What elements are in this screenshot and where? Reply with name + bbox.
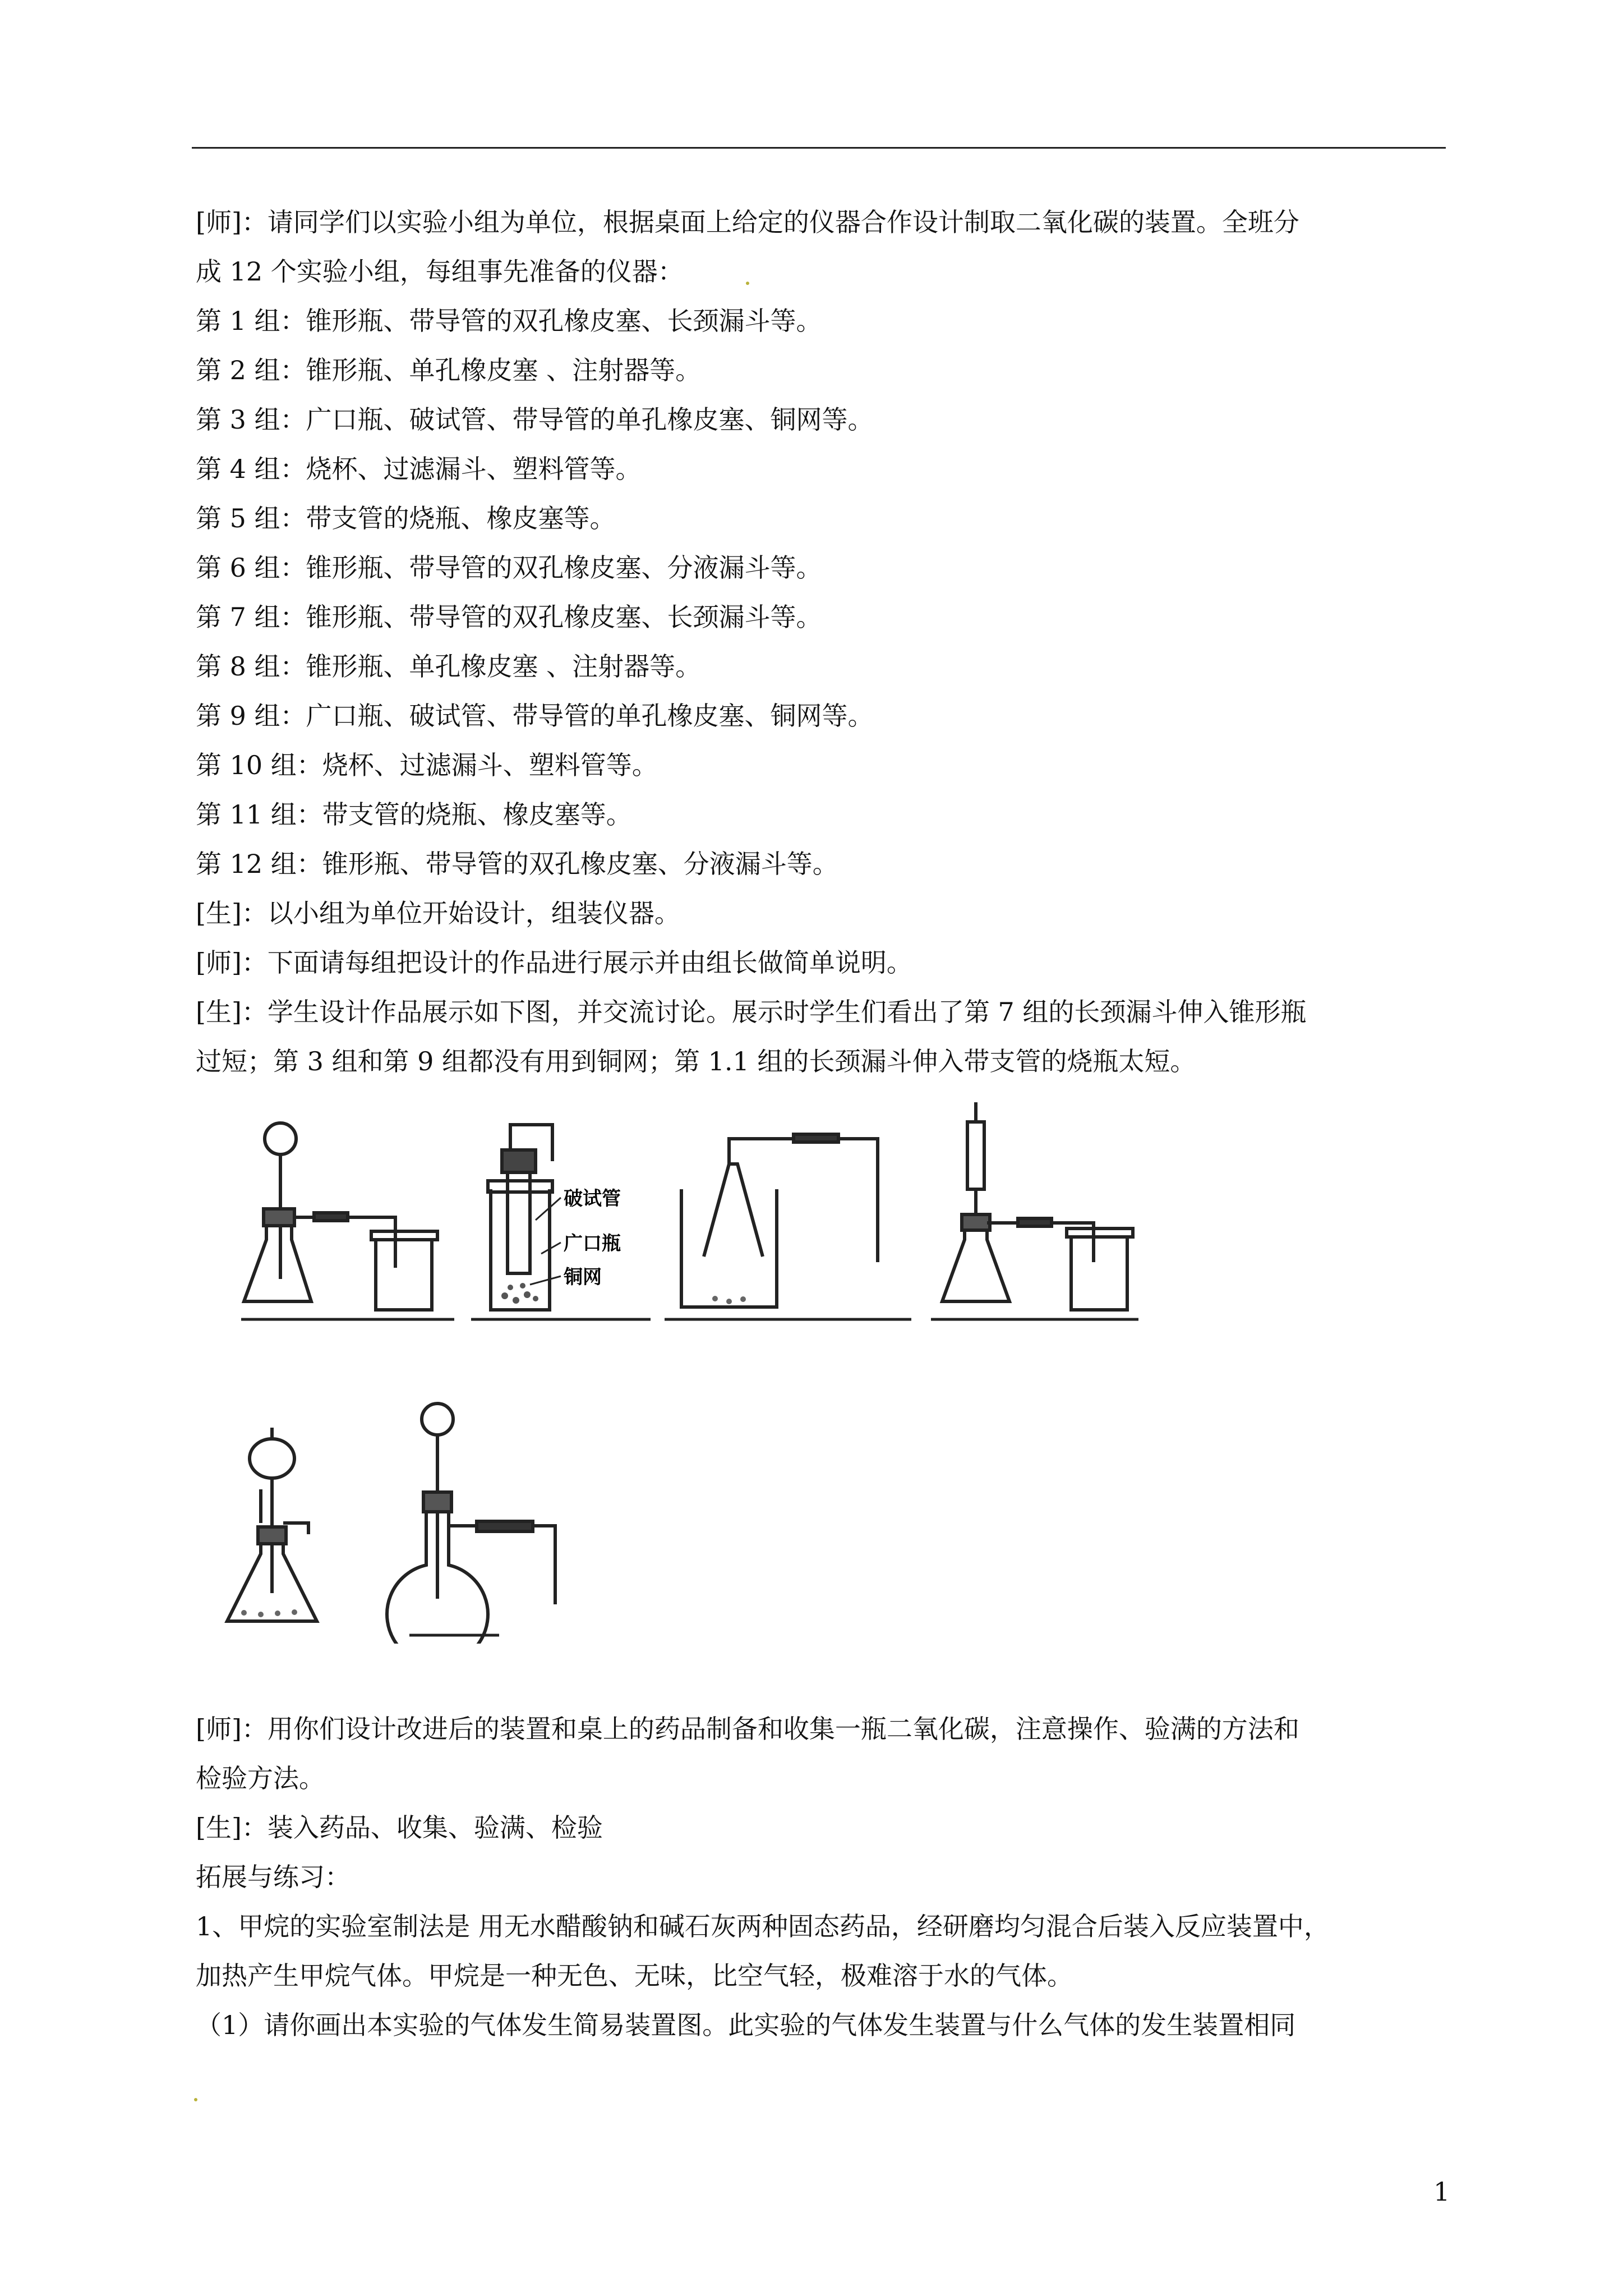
text-line: 拓展与练习： bbox=[196, 1862, 351, 1892]
text-line: 成 12 个实验小组，每组事先准备的仪器： bbox=[196, 256, 684, 287]
apparatus-figure-4 bbox=[665, 1116, 923, 1329]
stray-mark bbox=[746, 282, 749, 285]
apparatus-figure-5 bbox=[376, 1397, 589, 1644]
label-copper-mesh: 铜网 bbox=[564, 1266, 602, 1289]
apparatus-figure-6 bbox=[205, 1425, 373, 1638]
text-line: 1、甲烷的实验室制法是 用无水醋酸钠和碱石灰两种固态药品，经研磨均匀混合后装入反应装置中， bbox=[196, 1911, 1330, 1941]
text-line: 第 5 组：带支管的烧瓶、橡皮塞等。 bbox=[196, 503, 616, 533]
text-line: 第 12 组：锥形瓶、带导管的双孔橡皮塞、分液漏斗等。 bbox=[196, 849, 838, 879]
label-broken-tube: 破试管 bbox=[564, 1188, 621, 1210]
text-line: 过短；第 3 组和第 9 组都没有用到铜网；第 1.1 组的长颈漏斗伸入带支管的烧瓶太短。 bbox=[196, 1046, 1196, 1076]
text-line: 第 2 组：锥形瓶、单孔橡皮塞 、注射器等。 bbox=[196, 355, 702, 385]
text-line: [师]：用你们设计改进后的装置和桌上的药品制备和收集一瓶二氧化碳，注意操作、验满的方法和 bbox=[196, 1714, 1299, 1744]
text-line: 检验方法。 bbox=[196, 1763, 325, 1793]
text-line: 第 10 组：烧杯、过滤漏斗、塑料管等。 bbox=[196, 750, 658, 780]
header-rule bbox=[192, 147, 1446, 149]
page-number: 1 bbox=[1433, 2177, 1450, 2207]
text-line: 加热产生甲烷气体。甲烷是一种无色、无味，比空气轻，极难溶于水的气体。 bbox=[196, 1961, 1073, 1991]
text-line: 第 1 组：锥形瓶、带导管的双孔橡皮塞、长颈漏斗等。 bbox=[196, 306, 822, 336]
text-line: 第 9 组：广口瓶、破试管、带导管的单孔橡皮塞、铜网等。 bbox=[196, 701, 874, 731]
text-line: [生]：装入药品、收集、验满、检验 bbox=[196, 1812, 603, 1843]
label-wide-jar: 广口瓶 bbox=[564, 1232, 621, 1255]
text-line: 第 4 组：烧杯、过滤漏斗、塑料管等。 bbox=[196, 454, 642, 484]
text-line: [生]：学生设计作品展示如下图，并交流讨论。展示时学生们看出了第 7 组的长颈漏斗伸入锥形瓶 bbox=[196, 997, 1307, 1027]
body-text-part1 bbox=[196, 197, 1446, 1086]
text-line: 第 3 组：广口瓶、破试管、带导管的单孔橡皮塞、铜网等。 bbox=[196, 404, 874, 435]
text-line: [师]：下面请每组把设计的作品进行展示并由组长做简单说明。 bbox=[196, 947, 912, 978]
text-line: 第 11 组：带支管的烧瓶、橡皮塞等。 bbox=[196, 799, 632, 830]
body-text-part2 bbox=[196, 1704, 1446, 2050]
text-line: （1）请你画出本实验的气体发生简易装置图。此实验的气体发生装置与什么气体的发生装置相同 bbox=[196, 2010, 1296, 2040]
stray-mark bbox=[194, 2098, 197, 2101]
text-line: 第 6 组：锥形瓶、带导管的双孔橡皮塞、分液漏斗等。 bbox=[196, 553, 822, 583]
text-line: [师]：请同学们以实验小组为单位，根据桌面上给定的仪器合作设计制取二氧化碳的装置。全班分 bbox=[196, 207, 1299, 237]
text-line: 第 7 组：锥形瓶、带导管的双孔橡皮塞、长颈漏斗等。 bbox=[196, 602, 822, 632]
text-line: 第 8 组：锥形瓶、单孔橡皮塞 、注射器等。 bbox=[196, 651, 702, 682]
apparatus-figure-3 bbox=[471, 1116, 656, 1329]
apparatus-figure-1 bbox=[241, 1116, 465, 1329]
apparatus-figure-2 bbox=[920, 1099, 1144, 1329]
text-line: [生]：以小组为单位开始设计，组装仪器。 bbox=[196, 898, 680, 928]
